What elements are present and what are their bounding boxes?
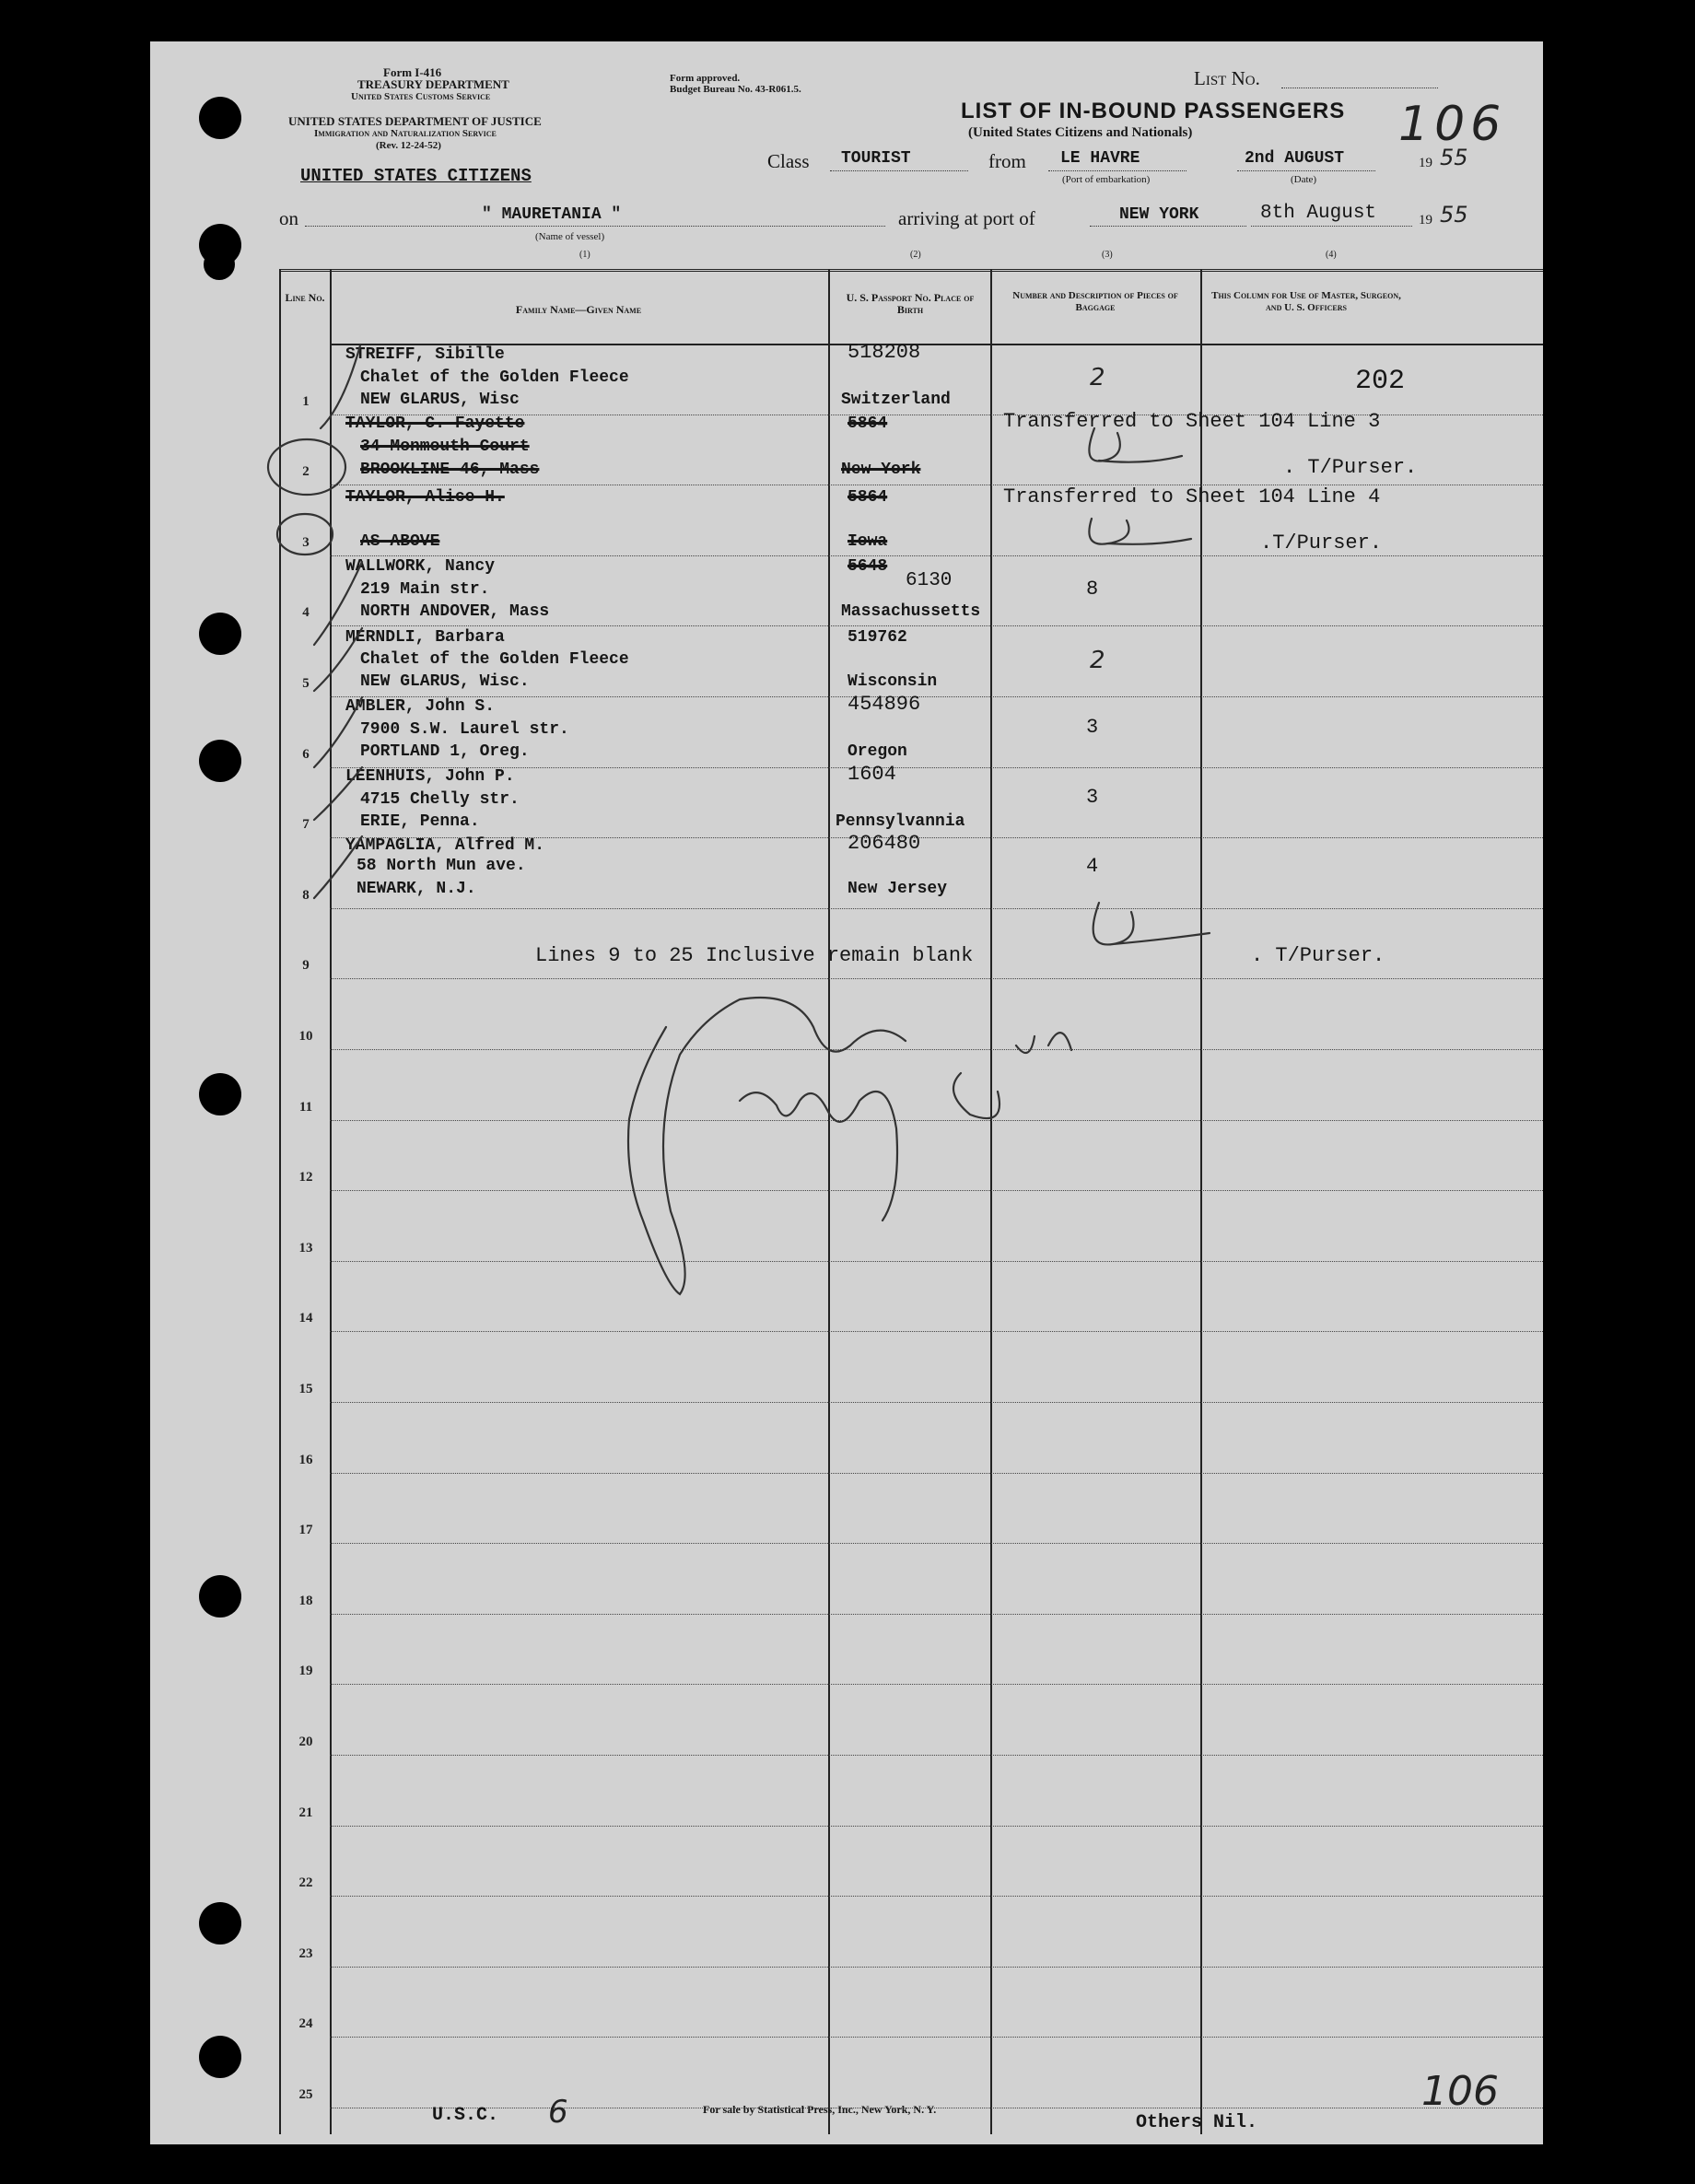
passenger-address: 34 Monmouth Court (360, 438, 530, 456)
baggage-count: 3 (1086, 716, 1099, 739)
line-number: 9 (302, 958, 310, 973)
arrival-date: 8th August (1260, 203, 1377, 224)
inspector-signature (628, 998, 906, 1294)
year-prefix: 19 (1419, 156, 1432, 170)
place-of-birth: Massachussetts (841, 602, 981, 621)
passenger-city: BROOKLINE 46, Mass (360, 461, 540, 479)
passenger-name: TAYLOR, C. Fayette (345, 415, 525, 433)
line-number: 25 (298, 2087, 313, 2102)
passport-number: 5648 (848, 557, 888, 576)
header-officers: This Column for Use of Master, Surgeon, and U. S. Officers (1211, 290, 1401, 313)
baggage-count: 3 (1086, 786, 1099, 809)
line-number: 12 (298, 1170, 313, 1185)
line-number: 21 (298, 1805, 313, 1820)
citizens-heading: UNITED STATES CITIZENS (300, 166, 532, 186)
arrival-year: 55 (1440, 202, 1468, 228)
passport-number: 1604 (848, 763, 896, 786)
list-no-value: 106 (1398, 97, 1507, 152)
header-passport: U. S. Passport No. Place of Birth (846, 291, 975, 316)
printer-credit: For sale by Statistical Press, Inc., New York, N. Y. (703, 2103, 937, 2116)
purser-note: .T/Purser. (1260, 531, 1383, 555)
header-baggage: Number and Description of Pieces of Baggage (1012, 290, 1178, 313)
passenger-city: NEW GLARUS, Wisc. (360, 672, 530, 691)
passenger-name: STREIFF, Sibille (345, 345, 505, 364)
manifest-page (150, 41, 1543, 2144)
baggage-count: 2 (1090, 647, 1105, 674)
line-number: 13 (298, 1241, 313, 1256)
purser-note: . T/Purser. (1283, 456, 1418, 479)
line-number: 4 (302, 605, 310, 620)
page-subtitle: (United States Citizens and Nationals) (968, 125, 1193, 140)
purser-signature (1089, 428, 1182, 462)
place-of-birth: Iowa (848, 532, 888, 551)
from-label: from (988, 150, 1026, 172)
on-label: on (279, 207, 298, 229)
line-number: 20 (298, 1734, 313, 1749)
justice-dept: UNITED STATES DEPARTMENT OF JUSTICE (288, 114, 542, 128)
blank-lines-purser: . T/Purser. (1251, 944, 1385, 967)
vessel-caption: (Name of vessel) (535, 231, 605, 242)
check-mark (314, 628, 362, 691)
arrival-year-prefix: 19 (1419, 213, 1432, 228)
passenger-city: NORTH ANDOVER, Mass (360, 602, 550, 621)
line-number: 5 (302, 676, 310, 691)
purser-signature (1093, 903, 1210, 944)
header-name: Family Name—Given Name (515, 303, 642, 316)
transfer-note: Transferred to Sheet 104 Line 3 (1003, 410, 1381, 433)
arriving-label: arriving at port of (898, 207, 1035, 229)
passenger-name: LEENHUIS, John P. (345, 767, 515, 786)
place-of-birth: New Jersey (848, 880, 948, 898)
passenger-address: Chalet of the Golden Fleece (360, 650, 629, 669)
vessel-name: " MAURETANIA " (482, 205, 622, 224)
line-number: 6 (302, 747, 310, 762)
col3-number: (3) (1102, 250, 1113, 260)
purser-signature (1089, 519, 1191, 544)
from-value: LE HAVRE (1060, 149, 1140, 168)
passenger-name: MERNDLI, Barbara (345, 628, 505, 647)
line-number: 14 (298, 1311, 313, 1326)
class-label: Class (767, 150, 810, 172)
passenger-city: NEW GLARUS, Wisc (360, 391, 520, 409)
place-of-birth: Wisconsin (848, 672, 938, 691)
form-approved: Form approved. (670, 73, 741, 84)
passport-number: 454896 (848, 693, 921, 716)
passenger-address: 4715 Chelly str. (360, 790, 520, 809)
line-number: 15 (298, 1382, 313, 1396)
usc-label: U.S.C. (432, 2105, 499, 2126)
col4-number: (4) (1326, 250, 1337, 260)
col2-number: (2) (910, 250, 921, 260)
inspector-signature (740, 1092, 897, 1220)
col1-number: (1) (579, 250, 590, 260)
passport-number: 518208 (848, 341, 921, 364)
passport-number: 519762 (848, 628, 907, 647)
passenger-name: YAMPAGLIA, Alfred M. (345, 836, 545, 855)
handwritten-marks (150, 41, 1543, 2144)
passenger-name: WALLWORK, Nancy (345, 557, 496, 576)
class-value: TOURIST (841, 149, 911, 168)
revision-date: (Rev. 12-24-52) (376, 140, 441, 151)
passenger-city: AS ABOVE (360, 532, 440, 551)
line-number: 19 (298, 1664, 313, 1678)
circle-mark (277, 514, 333, 555)
passport-correction: 6130 (906, 570, 953, 591)
date-caption: (Date) (1291, 174, 1317, 185)
passenger-city: PORTLAND 1, Oreg. (360, 742, 530, 761)
place-of-birth: Oregon (848, 742, 907, 761)
line-number: 23 (298, 1946, 313, 1961)
baggage-count: 4 (1086, 855, 1099, 878)
usc-value: 6 (548, 2094, 568, 2131)
place-of-birth: Pennsylvannia (836, 812, 965, 831)
line-number: 10 (298, 1029, 313, 1044)
circle-mark (268, 439, 345, 495)
passenger-name: TAYLOR, Alice H. (345, 488, 505, 507)
from-caption: (Port of embarkation) (1062, 174, 1151, 185)
passenger-name: AMBLER, John S. (345, 697, 496, 716)
line-number: 24 (298, 2016, 313, 2031)
line-number: 1 (302, 394, 310, 409)
passenger-address: 219 Main str. (360, 580, 490, 599)
customs-service: United States Customs Service (351, 91, 491, 102)
officer-note: 202 (1355, 366, 1406, 397)
passenger-address: 58 North Mun ave. (357, 857, 526, 875)
port-value: NEW YORK (1119, 205, 1199, 224)
year-value: 55 (1440, 145, 1468, 170)
check-mark (314, 767, 362, 820)
form-number: Form I-416 (383, 65, 442, 79)
passenger-city: NEWARK, N.J. (357, 880, 476, 898)
passport-number: 5864 (848, 488, 888, 507)
list-no-label: List No. (1194, 67, 1260, 89)
check-mark (314, 562, 362, 645)
check-mark (314, 836, 362, 898)
line-number: 8 (302, 888, 310, 903)
header-line-no: Line No. (285, 291, 325, 304)
inspector-signature (953, 1033, 1071, 1118)
treasury-dept: TREASURY DEPARTMENT (357, 77, 509, 91)
budget-bureau: Budget Bureau No. 43-R061.5. (670, 84, 801, 95)
line-number: 18 (298, 1594, 313, 1608)
passenger-address: 7900 S.W. Laurel str. (360, 720, 569, 739)
line-number: 11 (298, 1100, 313, 1115)
date-value: 2nd AUGUST (1245, 149, 1345, 168)
check-mark (314, 697, 362, 767)
line-number: 16 (298, 1453, 313, 1467)
line-number: 17 (298, 1523, 313, 1537)
place-of-birth: New York (841, 461, 921, 479)
others-note: Others Nil. (1136, 2112, 1258, 2133)
place-of-birth: Switzerland (841, 391, 951, 409)
passenger-city: ERIE, Penna. (360, 812, 480, 831)
line-number: 7 (302, 817, 310, 832)
passport-number: 5864 (848, 415, 888, 433)
passenger-address: Chalet of the Golden Fleece (360, 368, 629, 387)
baggage-count: 2 (1090, 364, 1105, 391)
baggage-count: 8 (1086, 578, 1099, 601)
line-number: 22 (298, 1875, 313, 1890)
blank-lines-note: Lines 9 to 25 Inclusive remain blank (535, 944, 974, 967)
transfer-note: Transferred to Sheet 104 Line 4 (1003, 485, 1381, 508)
passport-number: 206480 (848, 832, 921, 855)
line-number: 3 (302, 535, 310, 550)
ins-service: Immigration and Naturalization Service (314, 128, 497, 139)
check-mark (321, 345, 360, 428)
page-title: LIST OF IN-BOUND PASSENGERS (961, 99, 1346, 123)
corner-number: 106 (1421, 2068, 1499, 2115)
line-number: 2 (302, 464, 310, 479)
